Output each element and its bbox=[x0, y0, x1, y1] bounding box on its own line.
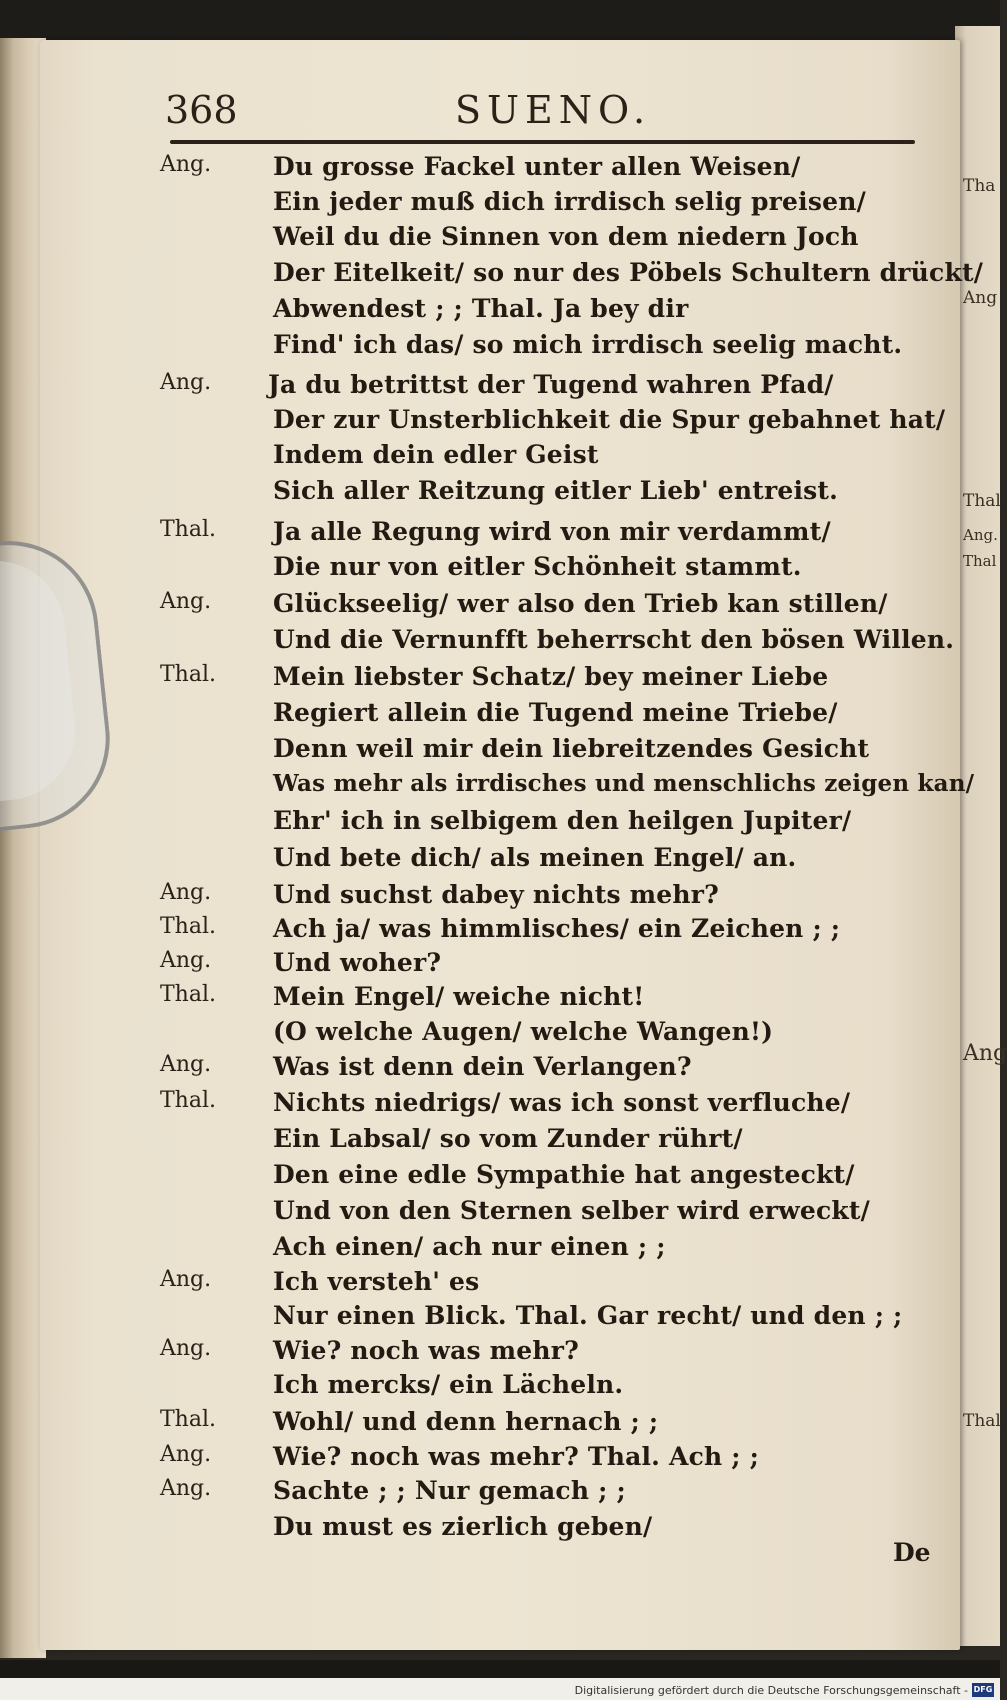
verse-line bbox=[0, 405, 1000, 439]
next-page-fragment: Thal bbox=[963, 1411, 1001, 1431]
verse-line bbox=[0, 843, 1000, 877]
footer-credit: Digitalisierung gefördert durch die Deutsche Forschungsgemeinschaft - bbox=[574, 1684, 968, 1697]
speaker-label: Ang. bbox=[160, 152, 212, 177]
verse-line bbox=[0, 294, 1000, 328]
verse-line bbox=[0, 1512, 1000, 1546]
verse-line bbox=[0, 1476, 1000, 1510]
verse-line bbox=[0, 806, 1000, 840]
verse-line bbox=[0, 517, 1000, 551]
verse-text: Indem dein edler Geist bbox=[273, 440, 599, 469]
next-page-fragment: Thal bbox=[963, 491, 1001, 511]
verse-line bbox=[0, 589, 1000, 623]
speaker-label: Thal. bbox=[160, 662, 216, 687]
verse-text: Ein jeder muß dich irrdisch selig preisen/ bbox=[273, 187, 866, 216]
verse-line bbox=[0, 770, 1000, 804]
next-page-fragment: Ang. bbox=[963, 526, 998, 544]
verse-text: Wohl/ und denn hernach ; ; bbox=[273, 1407, 659, 1436]
verse-line bbox=[0, 258, 1000, 292]
verse-text: Und die Vernunfft beherrscht den bösen Willen. bbox=[273, 625, 955, 654]
verse-line bbox=[0, 1407, 1000, 1441]
verse-text: Der Eitelkeit/ so nur des Pöbels Schultern drückt/ bbox=[273, 258, 984, 287]
speaker-label: Ang. bbox=[160, 589, 212, 614]
verse-line bbox=[0, 1052, 1000, 1086]
next-page-fragment: Ang bbox=[963, 288, 998, 308]
verse-text: Der zur Unsterblichkeit die Spur gebahnet hat/ bbox=[273, 405, 946, 434]
verse-text: Ehr' ich in selbigem den heilgen Jupiter/ bbox=[273, 806, 852, 835]
speaker-label: Ang. bbox=[160, 880, 212, 905]
verse-text: Ein Labsal/ so vom Zunder rührt/ bbox=[273, 1124, 743, 1153]
verse-line bbox=[0, 370, 1000, 404]
speaker-label: Ang. bbox=[160, 948, 212, 973]
verse-text: Weil du die Sinnen von dem niedern Joch bbox=[273, 222, 859, 251]
verse-line bbox=[0, 152, 1000, 186]
verse-text: Du must es zierlich geben/ bbox=[273, 1512, 653, 1541]
next-page-fragment: Tha bbox=[963, 176, 996, 196]
verse-line bbox=[0, 982, 1000, 1016]
verse-text: Nichts niedrigs/ was ich sonst verfluche/ bbox=[273, 1088, 851, 1117]
verse-line bbox=[0, 1232, 1000, 1266]
verse-text: Und von den Sternen selber wird erweckt/ bbox=[273, 1196, 870, 1225]
verse-line bbox=[0, 1267, 1000, 1301]
running-title: SUENO. bbox=[455, 88, 652, 132]
verse-line bbox=[0, 880, 1000, 914]
verse-line bbox=[0, 440, 1000, 474]
verse-text: Ich versteh' es bbox=[273, 1267, 480, 1296]
page-number: 368 bbox=[165, 88, 238, 132]
speaker-label: Thal. bbox=[160, 982, 216, 1007]
verse-line bbox=[0, 187, 1000, 221]
verse-text: Den eine edle Sympathie hat angesteckt/ bbox=[273, 1160, 855, 1189]
verse-text: Sich aller Reitzung eitler Lieb' entreist. bbox=[273, 476, 839, 505]
verse-line bbox=[0, 330, 1000, 364]
verse-line bbox=[0, 552, 1000, 586]
verse-line bbox=[0, 734, 1000, 768]
verse-line bbox=[0, 1017, 1000, 1051]
verse-text: Und suchst dabey nichts mehr? bbox=[273, 880, 719, 909]
verse-text: Ja du betrittst der Tugend wahren Pfad/ bbox=[268, 370, 834, 399]
verse-text: Glückseelig/ wer also den Trieb kan stillen/ bbox=[273, 589, 888, 618]
verse-line bbox=[0, 1088, 1000, 1122]
verse-text: Ach einen/ ach nur einen ; ; bbox=[273, 1232, 666, 1261]
digitization-footer bbox=[0, 1678, 1000, 1700]
speaker-label: Ang. bbox=[160, 370, 212, 395]
verse-text: Ich mercks/ ein Lächeln. bbox=[273, 1370, 624, 1399]
speaker-label: Ang. bbox=[160, 1267, 212, 1292]
verse-line bbox=[0, 1196, 1000, 1230]
verse-line bbox=[0, 1160, 1000, 1194]
verse-text: Mein liebster Schatz/ bey meiner Liebe bbox=[273, 662, 829, 691]
verse-text: Regiert allein die Tugend meine Triebe/ bbox=[273, 698, 838, 727]
catchword: De bbox=[893, 1538, 931, 1567]
verse-line bbox=[0, 222, 1000, 256]
verse-text: Wie? noch was mehr? bbox=[273, 1336, 579, 1365]
verse-line bbox=[0, 476, 1000, 510]
speaker-label: Ang. bbox=[160, 1442, 212, 1467]
verse-text: Find' ich das/ so mich irrdisch seelig macht. bbox=[273, 330, 903, 359]
verse-line bbox=[0, 914, 1000, 948]
verse-text: (O welche Augen/ welche Wangen!) bbox=[273, 1017, 774, 1046]
verse-text: Ach ja/ was himmlisches/ ein Zeichen ; ; bbox=[273, 914, 841, 943]
speaker-label: Thal. bbox=[160, 517, 216, 542]
verse-text: Die nur von eitler Schönheit stammt. bbox=[273, 552, 802, 581]
verse-text: Mein Engel/ weiche nicht! bbox=[273, 982, 645, 1011]
next-page-fragment: Thal bbox=[963, 552, 997, 570]
speaker-label: Thal. bbox=[160, 1407, 216, 1432]
verse-line bbox=[0, 698, 1000, 732]
verse-line bbox=[0, 1442, 1000, 1476]
verse-text: Und bete dich/ als meinen Engel/ an. bbox=[273, 843, 797, 872]
verse-text: Und woher? bbox=[273, 948, 442, 977]
verse-text: Abwendest ; ; Thal. Ja bey dir bbox=[273, 294, 689, 323]
speaker-label: Ang. bbox=[160, 1052, 212, 1077]
verse-line bbox=[0, 1301, 1000, 1335]
verse-text: Ja alle Regung wird von mir verdammt/ bbox=[273, 517, 831, 546]
verse-line bbox=[0, 1336, 1000, 1370]
verse-text: Denn weil mir dein liebreitzendes Gesicht bbox=[273, 734, 870, 763]
verse-text: Was ist denn dein Verlangen? bbox=[273, 1052, 692, 1081]
verse-line bbox=[0, 662, 1000, 696]
verse-line bbox=[0, 1370, 1000, 1404]
speaker-label: Thal. bbox=[160, 914, 216, 939]
verse-text: Wie? noch was mehr? Thal. Ach ; ; bbox=[273, 1442, 760, 1471]
verse-text: Was mehr als irrdisches und menschlichs zeigen kan/ bbox=[273, 770, 975, 797]
verse-text: Nur einen Blick. Thal. Gar recht/ und den ; ; bbox=[273, 1301, 903, 1330]
next-page-fragment: Ang bbox=[963, 1041, 1007, 1066]
verse-line bbox=[0, 625, 1000, 659]
verse-text: Sachte ; ; Nur gemach ; ; bbox=[273, 1476, 626, 1505]
speaker-label: Ang. bbox=[160, 1336, 212, 1361]
verse-text: Du grosse Fackel unter allen Weisen/ bbox=[273, 152, 801, 181]
verse-line bbox=[0, 948, 1000, 982]
speaker-label: Ang. bbox=[160, 1476, 212, 1501]
speaker-label: Thal. bbox=[160, 1088, 216, 1113]
dfg-logo: DFG bbox=[972, 1683, 994, 1697]
verse-line bbox=[0, 1124, 1000, 1158]
